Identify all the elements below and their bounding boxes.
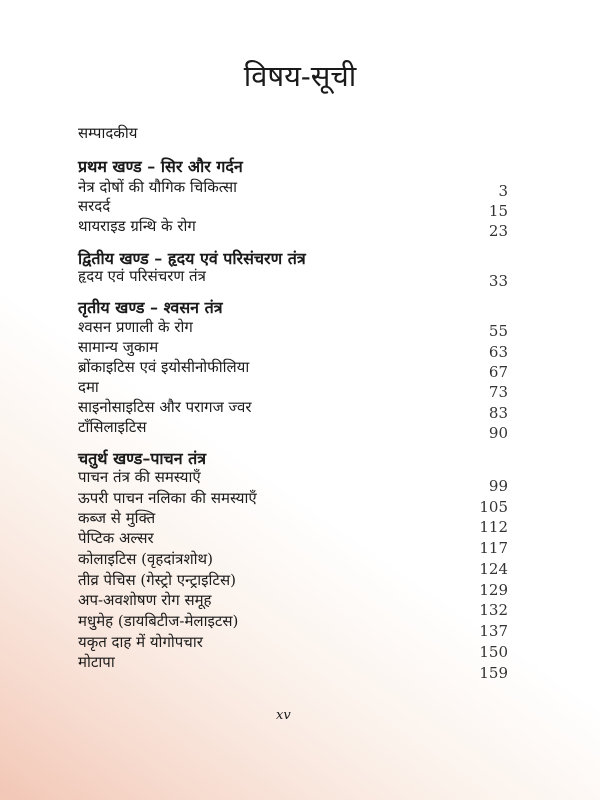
toc-entry-page: 33 (488, 272, 508, 290)
toc-entry-page: 67 (488, 363, 508, 381)
toc-entry[interactable] (78, 549, 508, 578)
toc-entry-title: तीव्र पेचिस (गेस्ट्रो एन्ट्राइटिस) (78, 571, 236, 589)
toc-entry-page: 159 (479, 664, 508, 682)
section-heading (78, 296, 508, 318)
toc-entry-title: टॉंसिलाइटिस (78, 418, 147, 436)
toc-entry-page: 83 (488, 404, 508, 422)
toc-entry-title: श्वसन प्रणाली के रोग (78, 318, 193, 336)
toc-entry[interactable] (78, 508, 508, 536)
toc-entry[interactable] (78, 611, 508, 640)
toc-entry-title: हृदय एवं परिसंचरण तंत्र (78, 267, 206, 285)
toc-entry[interactable] (78, 266, 508, 288)
section-heading (78, 155, 508, 177)
toc-entry-page: 90 (488, 424, 508, 442)
toc-entry-title: मोटापा (78, 653, 115, 671)
toc-entry-title: दमा (78, 378, 99, 396)
page-folio: xv (276, 708, 291, 723)
toc-editorial-label: सम्पादकीय (78, 124, 138, 142)
toc-entry-title: कोलाइटिस (वृहदांत्रशोथ) (78, 550, 213, 568)
toc-entry-title: नेत्र दोषों की यौगिक चिकित्सा (78, 178, 238, 196)
toc-entry[interactable] (78, 377, 508, 399)
toc-entry[interactable] (78, 528, 508, 557)
toc-entry-title: मधुमेह (डायबिटीज-मेलाइटस) (78, 612, 239, 630)
toc-entry-title: अप-अवशोषण रोग समूह (78, 591, 212, 609)
toc-entry[interactable] (78, 357, 508, 379)
toc-entry-title: यकृत दाह में योगोपचार (78, 633, 203, 651)
toc-entry[interactable] (78, 317, 508, 339)
toc-entry-page: 15 (488, 202, 508, 220)
toc-entry[interactable] (78, 196, 508, 218)
toc-entry-page: 23 (488, 222, 508, 240)
toc-entry-page: 129 (479, 581, 508, 599)
toc-entry[interactable] (78, 488, 508, 516)
toc-entry[interactable] (78, 337, 508, 359)
toc-entry-title: कब्ज से मुक्ति (78, 509, 156, 527)
toc-entry-page: 55 (488, 322, 508, 340)
toc-entry[interactable] (78, 216, 508, 238)
toc-entry[interactable] (78, 632, 508, 661)
toc-entry[interactable] (78, 467, 508, 495)
toc-entry-page: 150 (479, 643, 508, 661)
toc-entry-title: सरदर्द (78, 197, 111, 215)
section-heading-label: तृतीय खण्ड – श्वसन तंत्र (78, 298, 223, 317)
page-title: विषय-सूची (243, 59, 357, 93)
toc-entry-title: साइनोसाइटिस और परागज ज्वर (78, 398, 252, 416)
toc-entry[interactable] (78, 397, 508, 422)
toc-entry-title: पेप्टिक अल्सर (78, 529, 154, 547)
toc-entry-page: 3 (498, 182, 508, 200)
toc-entry[interactable] (78, 652, 508, 682)
toc-entry-page: 117 (479, 539, 508, 557)
toc-entry-title: ब्रोंकाइटिस एवं इयोसीनोफीलिया (78, 358, 250, 376)
toc-entry-page: 132 (479, 601, 508, 619)
toc-entry-title: पाचन तंत्र की समस्याएँ (78, 468, 201, 486)
toc-entry-page: 137 (479, 622, 508, 640)
toc-entry-title: सामान्य जुकाम (78, 338, 159, 356)
toc-editorial[interactable] (78, 123, 508, 145)
section-heading-label: प्रथम खण्ड – सिर और गर्दन (78, 157, 243, 176)
toc-entry[interactable] (78, 590, 508, 619)
toc-entry[interactable] (78, 417, 508, 442)
toc-entry[interactable] (78, 570, 508, 599)
section-heading-label: चतुर्थ खण्ड–पाचन तंत्र (78, 449, 207, 468)
toc-entry-title: थायराइड ग्रन्थि के रोग (78, 217, 196, 235)
toc-entry-page: 112 (479, 518, 508, 536)
toc-entry-title: ऊपरी पाचन नलिका की समस्याएँ (78, 489, 257, 507)
toc-entry-page: 73 (488, 383, 508, 401)
toc-entry-page: 124 (479, 560, 508, 578)
toc-entry-page: 99 (488, 477, 508, 495)
toc-entry-page: 105 (479, 498, 508, 516)
section-heading-label: द्वितीय खण्ड – हृदय एवं परिसंचरण तंत्र (78, 249, 306, 268)
section-heading (78, 447, 508, 469)
toc-entry-page: 63 (488, 343, 508, 361)
